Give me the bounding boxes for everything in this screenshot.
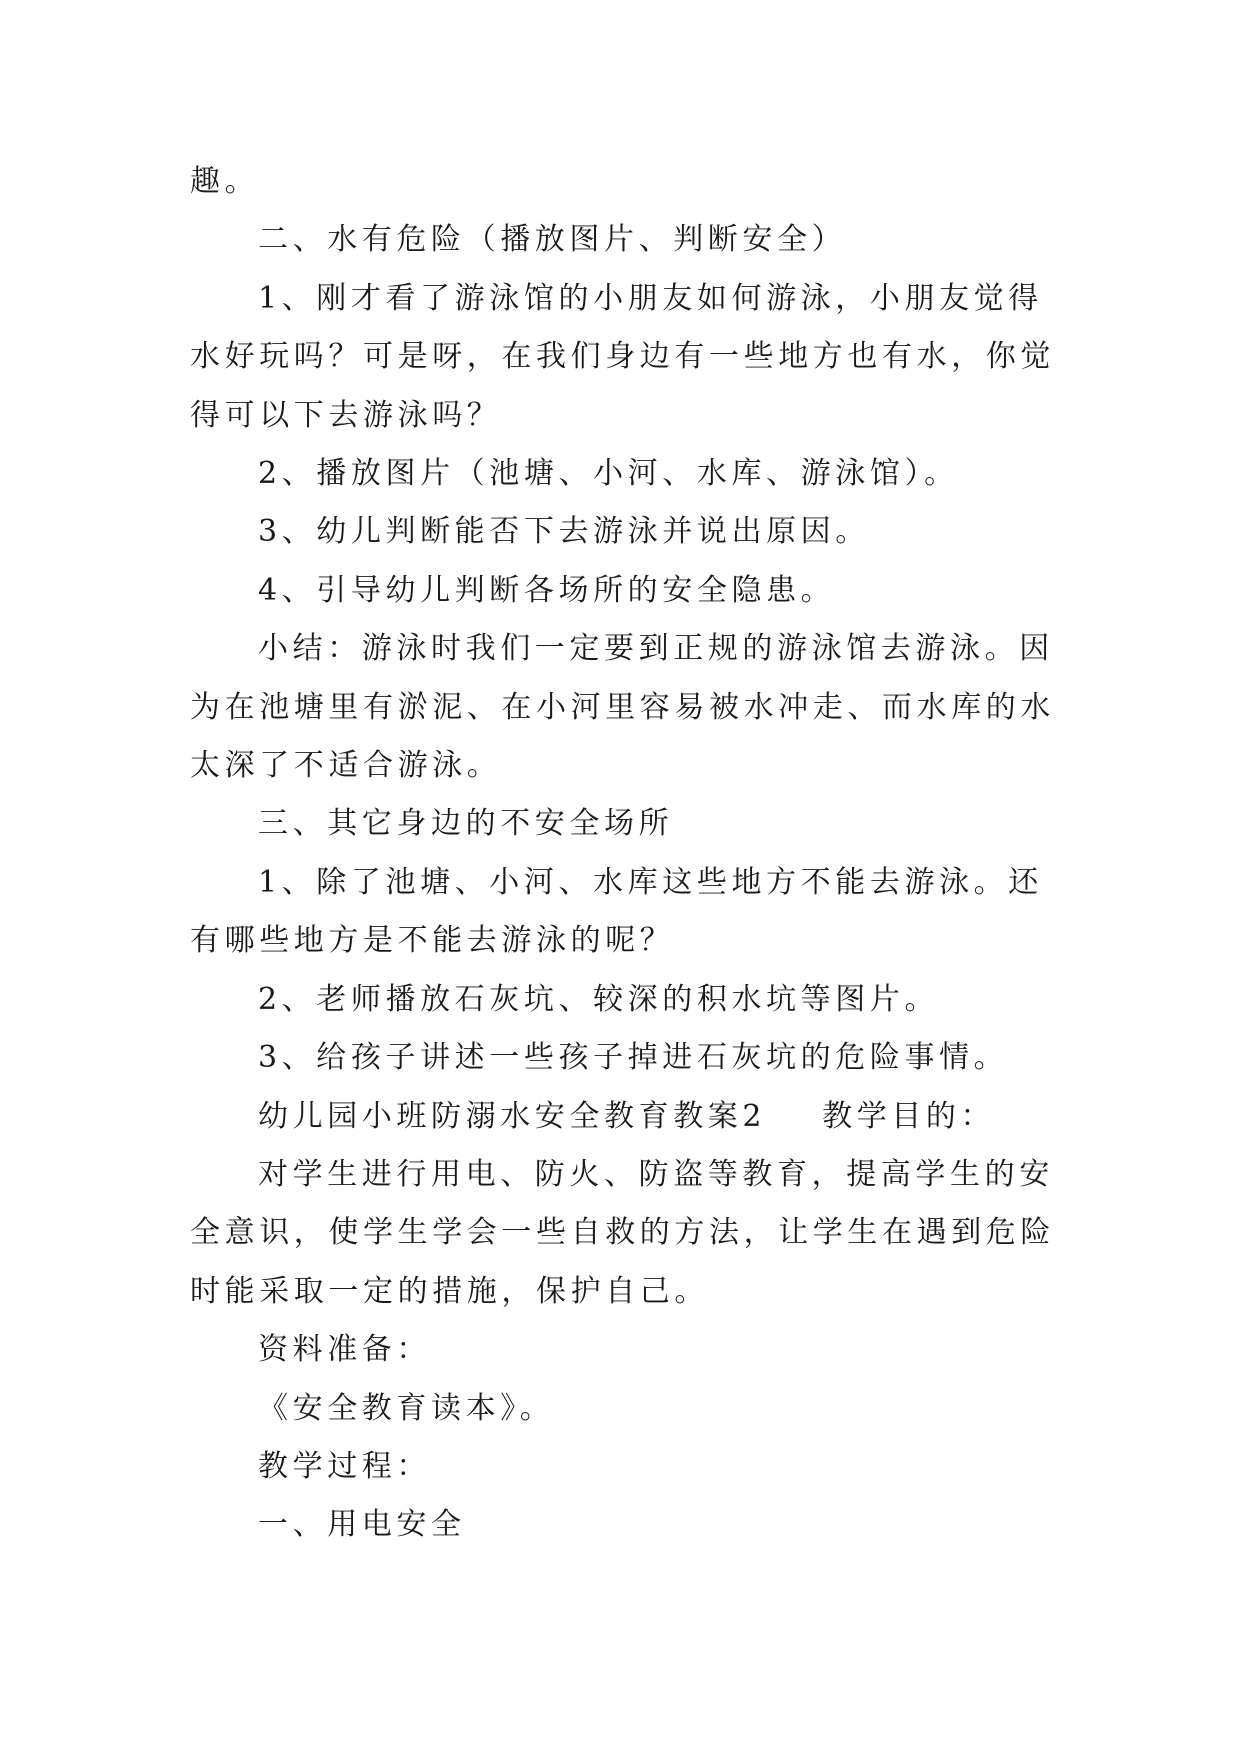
paragraph: 2、老师播放石灰坑、较深的积水坑等图片。	[258, 981, 940, 1017]
paragraph: 对学生进行用电、防火、防盗等教育，提高学生的安全意识，使学生学会一些自救的方法，让学生在遇到危险时能采取一定的措施，保护自己。	[190, 1156, 1055, 1309]
paragraph: 3、幼儿判断能否下去游泳并说出原因。	[258, 514, 870, 550]
paragraph: 1、除了池塘、小河、水库这些地方不能去游泳。还有哪些地方是不能去游泳的呢？	[190, 864, 1043, 959]
paragraph: 3、给孩子讲述一些孩子掉进石灰坑的危险事情。	[258, 1040, 1009, 1076]
section-heading-electricity: 一、用电安全	[258, 1507, 466, 1543]
lesson-goal-label: 教学目的：	[822, 1098, 996, 1134]
paragraph: 1、刚才看了游泳馆的小朋友如何游泳，小朋友觉得水好玩吗？可是呀，在我们身边有一些地方也有水，你觉得可以下去游泳吗？	[190, 280, 1055, 433]
section-label-materials: 资料准备：	[258, 1332, 431, 1368]
section-label-process: 教学过程：	[258, 1448, 431, 1484]
section-heading-water-danger: 二、水有危险（播放图片、判断安全）	[258, 222, 847, 258]
lesson-title: 幼儿园小班防溺水安全教育教案2	[258, 1098, 767, 1134]
lesson-title-line	[190, 1088, 1060, 1146]
section-heading-other-places: 三、其它身边的不安全场所	[258, 806, 674, 842]
paragraph: 4、引导幼儿判断各场所的安全隐患。	[258, 572, 836, 608]
document-body	[190, 153, 1060, 1555]
summary-paragraph: 小结：游泳时我们一定要到正规的游泳馆去游泳。因为在池塘里有淤泥、在小河里容易被水冲走、而水库的水太深了不适合游泳。	[190, 631, 1055, 784]
paragraph: 趣。	[190, 164, 260, 199]
paragraph: 《安全教育读本》。	[258, 1390, 555, 1426]
paragraph: 2、播放图片（池塘、小河、水库、游泳馆）。	[258, 456, 959, 492]
